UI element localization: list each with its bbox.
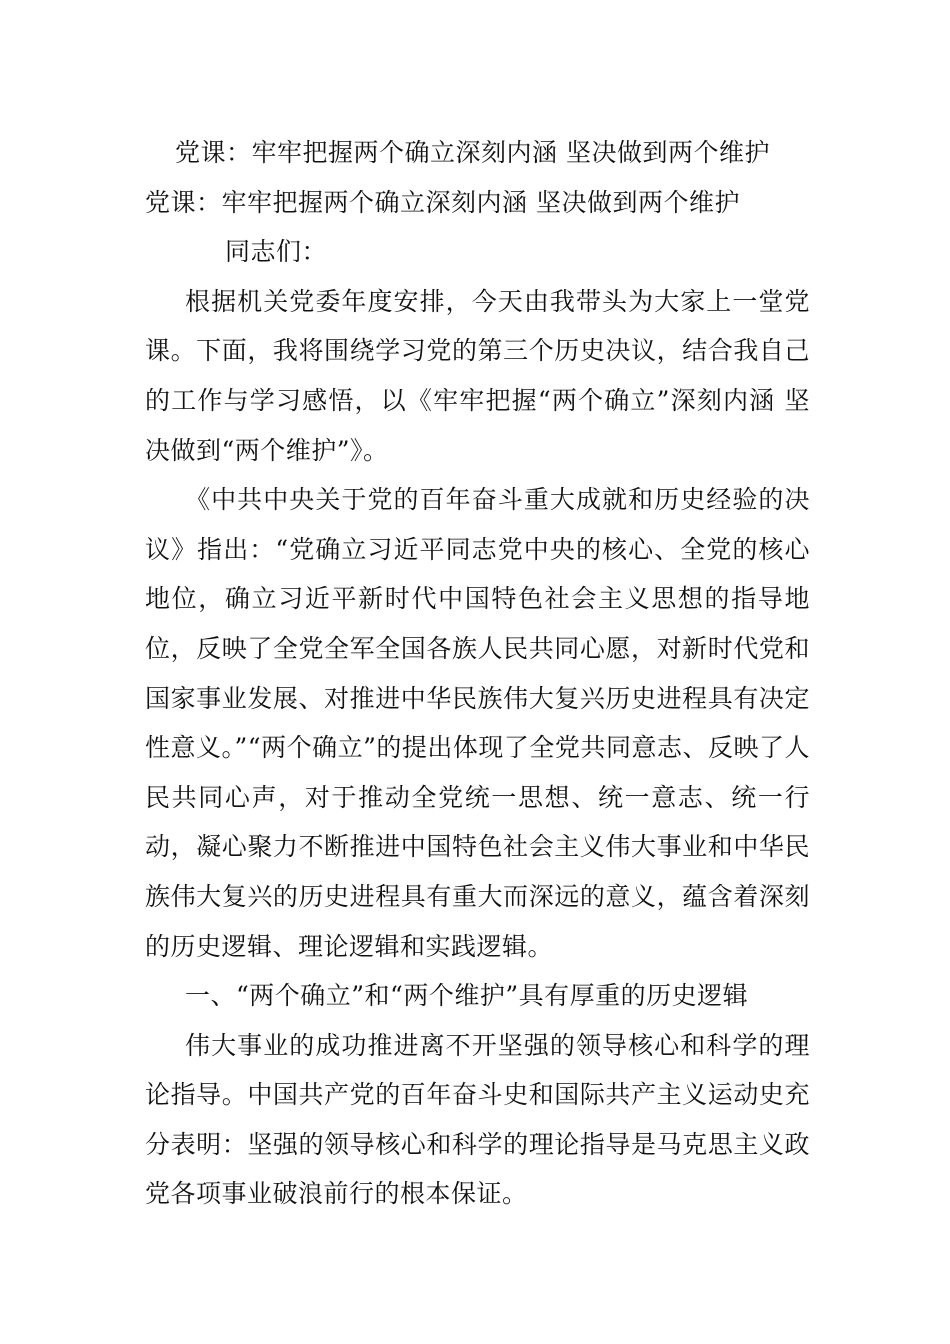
document-title-line-2: 党课：牢牢把握两个确立深刻内涵 坚决做到两个维护 [145, 187, 740, 217]
section-heading-1: 一、“两个确立”和“两个维护”具有厚重的历史逻辑 [185, 981, 749, 1011]
document-title-line-1: 党课：牢牢把握两个确立深刻内涵 坚决做到两个维护 [175, 138, 770, 167]
paragraph-resolution-quote: 《中共中央关于党的百年奋斗重大成就和历史经验的决议》指出：“党确立习近平同志党中央的核心、全党的核心地位，确立习近平新时代中国特色社会主义思想的指导地位，反映了全党全军全国各族人民共同心愿，对新时代党和国家事业发展、对推进中华民族伟大复兴历史进程具有决定性意义。”“两个确立”的提出体现了全党共同意志、反映了人民共同心声，对于推动全党统一思想、统一意志、统一行动，凝心聚力不断推进中国特色社会主义伟大事业和中华民族伟大复兴的历史进程具有重大而深远的意义，蕴含着深刻的历史逻辑、理论逻辑和实践逻辑。 [145, 485, 810, 961]
greeting-line: 同志们： [225, 237, 328, 267]
paragraph-intro: 根据机关党委年度安排，今天由我带头为大家上一堂党课。下面，我将围绕学习党的第三个历史决议，结合我自己的工作与学习感悟，以《牢牢把握“两个确立”深刻内涵 坚决做到“两个维护”》。 [145, 286, 810, 465]
document-body [145, 128, 810, 1219]
paragraph-history-logic: 伟大事业的成功推进离不开坚强的领导核心和科学的理论指导。中国共产党的百年奋斗史和国际共产主义运动史充分表明：坚强的领导核心和科学的理论指导是马克思主义政党各项事业破浪前行的根本保证。 [145, 1030, 810, 1209]
